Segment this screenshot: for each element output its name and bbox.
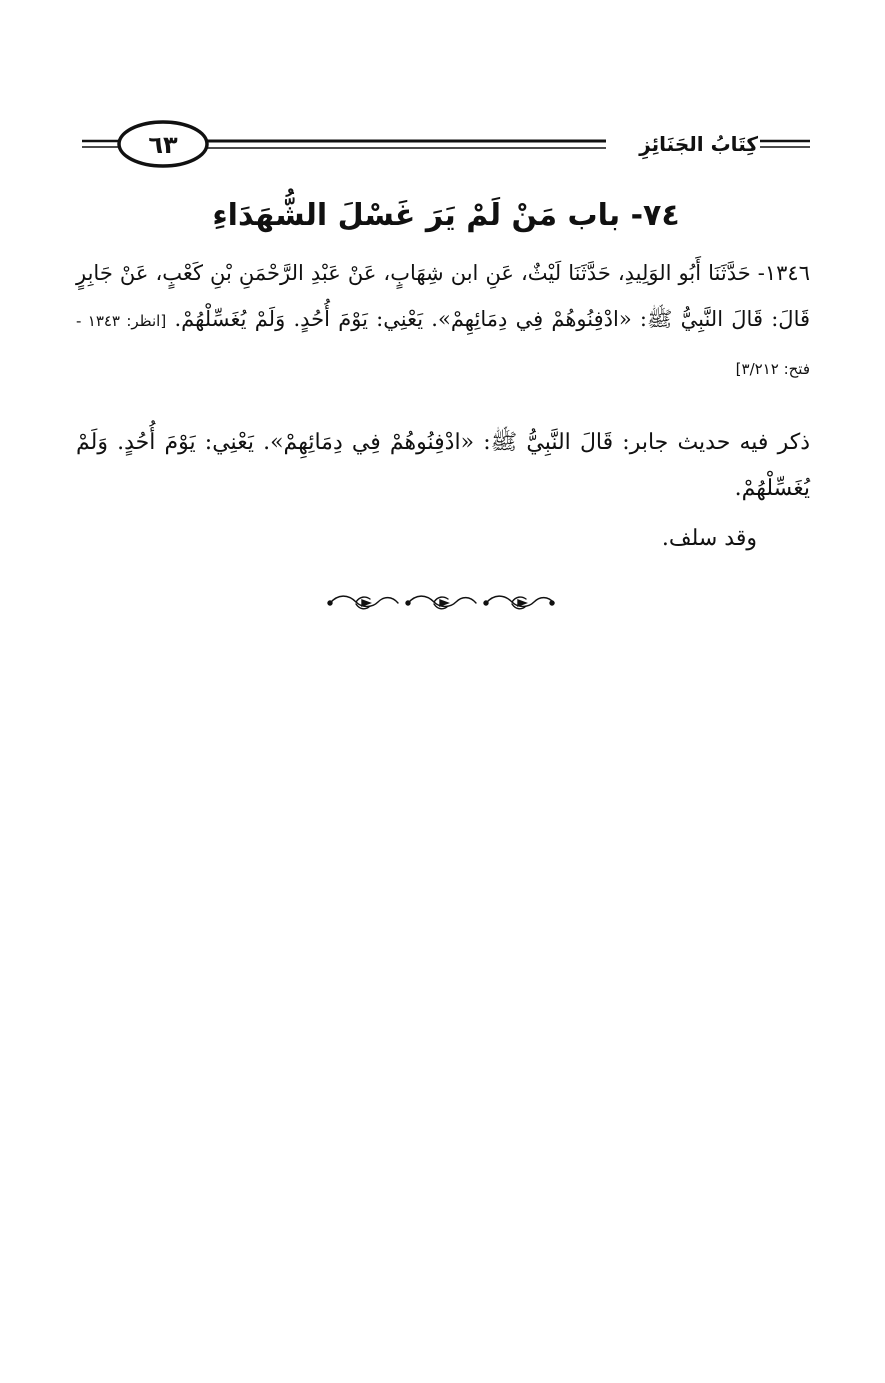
floral-divider-icon (326, 590, 556, 616)
hadith-text: ١٣٤٦- حَدَّثَنَا أَبُو الوَلِيدِ، حَدَّثَنَا لَيْثٌ، عَنِ ابن شِهَابٍ، عَنْ عَبْدِ الرَّحْمَنِ بْنِ كَعْبٍ، عَنْ جَابِرٍ قَالَ: قَالَ النَّبِيُّ ﷺ: «ادْفِنُوهُمْ فِي دِمَائِهِمْ». يَعْنِي: يَوْمَ أُحُدٍ. وَلَمْ يُغَسِّلْهُمْ. (76, 261, 811, 331)
running-header (82, 116, 810, 176)
hadith-reference: [انظر: ١٣٤٣ - فتح: ٣/٢١٢] (76, 312, 810, 378)
chapter-title: ٧٤- باب مَنْ لَمْ يَرَ غَسْلَ الشُّهَدَاءِ (212, 198, 680, 233)
page-number: ٦٣ (148, 131, 178, 159)
closing-line: وقد سلف. (661, 526, 757, 551)
running-title: كِتَابُ الجَنَائِزِ (639, 132, 758, 156)
hadith-paragraph (76, 250, 810, 392)
commentary-paragraph: ذكر فيه حديث جابر: قَالَ النَّبِيُّ ﷺ: «ادْفِنُوهُمْ فِي دِمَائِهِمْ». يَعْنِي: يَوْمَ أُحُدٍ. وَلَمْ يُغَسِّلْهُمْ. (76, 430, 810, 501)
